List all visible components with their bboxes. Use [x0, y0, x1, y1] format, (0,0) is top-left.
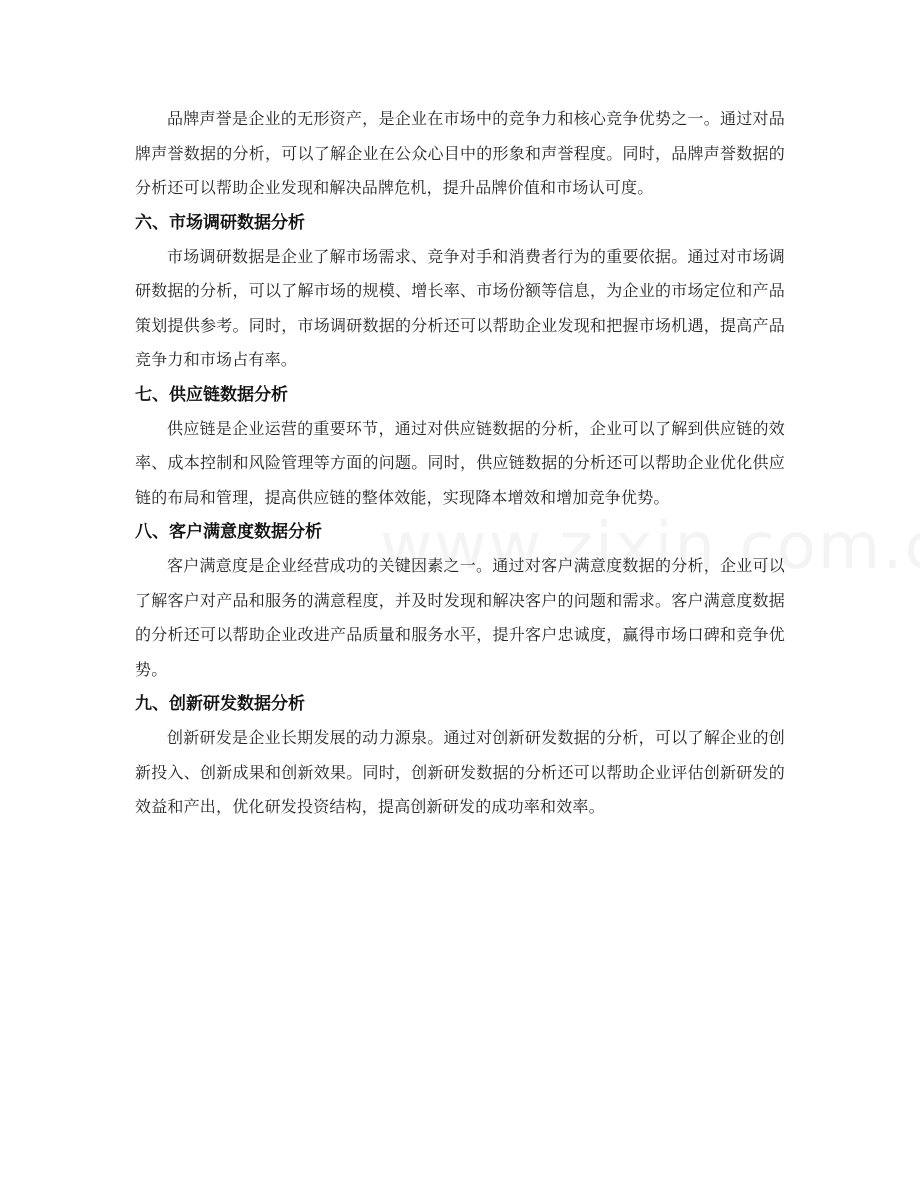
- section-paragraph-market-research: 市场调研数据是企业了解市场需求、竞争对手和消费者行为的重要依据。通过对市场调研数据的分析，可以了解市场的规模、增长率、市场份额等信息，为企业的市场定位和产品策划提供参考。同时，市场调研数据的分析还可以帮助企业发现和把握市场机遇，提高产品竞争力和市场占有率。: [135, 246, 785, 369]
- document-body: [135, 102, 785, 825]
- section-heading-innovation-rnd: 九、创新研发数据分析: [135, 694, 305, 714]
- section-paragraph-customer-satisfaction: 客户满意度是企业经营成功的关键因素之一。通过对客户满意度数据的分析，企业可以了解客户对产品和服务的满意程度，并及时发现和解决客户的问题和需求。客户满意度数据的分析还可以帮助企业改进产品质量和服务水平，提升客户忠诚度，赢得市场口碑和竞争优势。: [135, 556, 785, 679]
- section-paragraph-supply-chain: 供应链是企业运营的重要环节，通过对供应链数据的分析，企业可以了解到供应链的效率、成本控制和风险管理等方面的问题。同时，供应链数据的分析还可以帮助企业优化供应链的布局和管理，提高供应链的整体效能，实现降本增效和增加竞争优势。: [135, 418, 785, 507]
- intro-paragraph: 品牌声誉是企业的无形资产，是企业在市场中的竞争力和核心竞争优势之一。通过对品牌声誉数据的分析，可以了解企业在公众心目中的形象和声誉程度。同时，品牌声誉数据的分析还可以帮助企业发现和解决品牌危机，提升品牌价值和市场认可度。: [135, 109, 785, 197]
- section-paragraph-innovation-rnd: 创新研发是企业长期发展的动力源泉。通过对创新研发数据的分析，可以了解企业的创新投入、创新成果和创新效果。同时，创新研发数据的分析还可以帮助企业评估创新研发的效益和产出，优化研发投资结构，提高创新研发的成功率和效率。: [135, 728, 785, 816]
- section-heading-market-research: 六、市场调研数据分析: [135, 212, 305, 233]
- section-heading-customer-satisfaction: 八、客户满意度数据分析: [135, 522, 322, 542]
- section-heading-supply-chain: 七、供应链数据分析: [135, 384, 288, 405]
